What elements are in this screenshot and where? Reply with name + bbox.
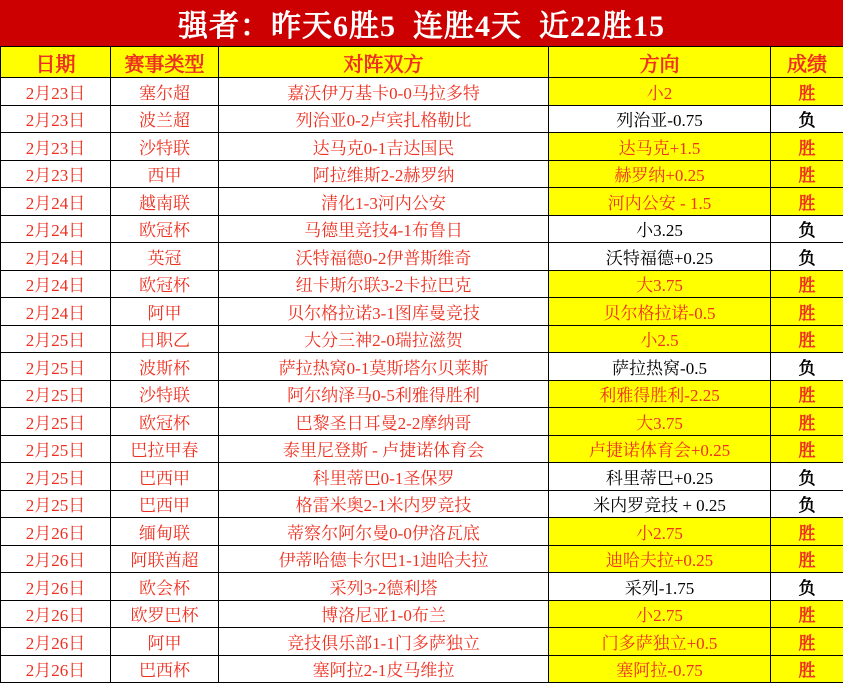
league-cell: 欧冠杯 (111, 408, 219, 436)
table-row (1, 408, 843, 436)
result-cell: 胜 (771, 545, 843, 573)
result-cell: 负 (771, 463, 843, 491)
date-cell: 2月26日 (1, 628, 111, 656)
direction-cell: 门多萨独立+0.5 (549, 628, 771, 656)
result-cell: 胜 (771, 435, 843, 463)
direction-cell: 萨拉热窝-0.5 (549, 353, 771, 381)
direction-cell: 沃特福德+0.25 (549, 243, 771, 271)
league-cell: 欧冠杯 (111, 270, 219, 298)
direction-cell: 塞阿拉-0.75 (549, 655, 771, 683)
date-cell: 2月24日 (1, 215, 111, 243)
direction-cell: 卢捷诺体育会+0.25 (549, 435, 771, 463)
date-cell: 2月25日 (1, 435, 111, 463)
match-cell: 大分三神2-0瑞拉滋贺 (219, 325, 549, 353)
date-cell: 2月23日 (1, 133, 111, 161)
result-cell: 胜 (771, 188, 843, 216)
match-cell: 阿尔纳泽马0-5利雅得胜利 (219, 380, 549, 408)
table-row (1, 628, 843, 656)
date-cell: 2月23日 (1, 160, 111, 188)
date-cell: 2月26日 (1, 573, 111, 601)
date-cell: 2月26日 (1, 655, 111, 683)
league-cell: 阿甲 (111, 298, 219, 326)
date-cell: 2月24日 (1, 188, 111, 216)
date-cell: 2月23日 (1, 78, 111, 106)
direction-cell: 小2.75 (549, 600, 771, 628)
result-cell: 胜 (771, 78, 843, 106)
title-banner (0, 0, 843, 46)
table-row (1, 463, 843, 491)
direction-cell: 大3.75 (549, 270, 771, 298)
direction-cell: 科里蒂巴+0.25 (549, 463, 771, 491)
column-header-match: 对阵双方 (219, 47, 549, 78)
table-row (1, 490, 843, 518)
result-cell: 负 (771, 215, 843, 243)
league-cell: 巴拉甲春 (111, 435, 219, 463)
league-cell: 波斯杯 (111, 353, 219, 381)
column-header-date: 日期 (1, 47, 111, 78)
result-cell: 负 (771, 353, 843, 381)
match-cell: 清化1-3河内公安 (219, 188, 549, 216)
match-cell: 阿拉维斯2-2赫罗纳 (219, 160, 549, 188)
date-cell: 2月25日 (1, 408, 111, 436)
table-row (1, 353, 843, 381)
match-cell: 泰里尼登斯 - 卢捷诺体育会 (219, 435, 549, 463)
direction-cell: 利雅得胜利-2.25 (549, 380, 771, 408)
league-cell: 阿甲 (111, 628, 219, 656)
result-cell: 胜 (771, 325, 843, 353)
table-row (1, 105, 843, 133)
league-cell: 阿联酋超 (111, 545, 219, 573)
table-row (1, 78, 843, 106)
result-cell: 负 (771, 243, 843, 271)
result-cell: 胜 (771, 298, 843, 326)
date-cell: 2月25日 (1, 353, 111, 381)
table-row (1, 243, 843, 271)
result-cell: 胜 (771, 380, 843, 408)
league-cell: 巴西甲 (111, 490, 219, 518)
table-row (1, 573, 843, 601)
header-row (1, 47, 843, 78)
league-cell: 越南联 (111, 188, 219, 216)
result-cell: 胜 (771, 408, 843, 436)
direction-cell: 河内公安 - 1.5 (549, 188, 771, 216)
direction-cell: 列治亚-0.75 (549, 105, 771, 133)
result-cell: 胜 (771, 600, 843, 628)
table-row (1, 298, 843, 326)
results-table (0, 46, 843, 683)
match-cell: 伊蒂哈德卡尔巴1-1迪哈夫拉 (219, 545, 549, 573)
title-text: 强者：昨天6胜5 连胜4天 近22胜15 (178, 10, 665, 43)
result-cell: 胜 (771, 270, 843, 298)
table-row (1, 188, 843, 216)
result-cell: 负 (771, 105, 843, 133)
match-cell: 贝尔格拉诺3-1图库曼竞技 (219, 298, 549, 326)
table-body (1, 78, 843, 683)
table-row (1, 600, 843, 628)
match-cell: 马德里竞技4-1布鲁日 (219, 215, 549, 243)
date-cell: 2月26日 (1, 600, 111, 628)
table-row (1, 133, 843, 161)
date-cell: 2月25日 (1, 490, 111, 518)
league-cell: 欧会杯 (111, 573, 219, 601)
date-cell: 2月26日 (1, 518, 111, 546)
league-cell: 欧冠杯 (111, 215, 219, 243)
league-cell: 巴西杯 (111, 655, 219, 683)
match-cell: 蒂察尔阿尔曼0-0伊洛瓦底 (219, 518, 549, 546)
direction-cell: 达马克+1.5 (549, 133, 771, 161)
result-cell: 胜 (771, 628, 843, 656)
table-row (1, 518, 843, 546)
direction-cell: 小2.75 (549, 518, 771, 546)
table-row (1, 215, 843, 243)
date-cell: 2月25日 (1, 463, 111, 491)
league-cell: 沙特联 (111, 380, 219, 408)
match-cell: 格雷米奥2-1米内罗竞技 (219, 490, 549, 518)
direction-cell: 小2.5 (549, 325, 771, 353)
direction-cell: 大3.75 (549, 408, 771, 436)
table-row (1, 160, 843, 188)
league-cell: 巴西甲 (111, 463, 219, 491)
date-cell: 2月24日 (1, 270, 111, 298)
match-cell: 萨拉热窝0-1莫斯塔尔贝莱斯 (219, 353, 549, 381)
table-row (1, 435, 843, 463)
direction-cell: 米内罗竞技 + 0.25 (549, 490, 771, 518)
direction-cell: 迪哈夫拉+0.25 (549, 545, 771, 573)
league-cell: 日职乙 (111, 325, 219, 353)
league-cell: 波兰超 (111, 105, 219, 133)
table-row (1, 655, 843, 683)
league-cell: 塞尔超 (111, 78, 219, 106)
match-cell: 采列3-2德利塔 (219, 573, 549, 601)
league-cell: 英冠 (111, 243, 219, 271)
direction-cell: 赫罗纳+0.25 (549, 160, 771, 188)
match-cell: 列治亚0-2卢宾扎格勒比 (219, 105, 549, 133)
match-cell: 塞阿拉2-1皮马维拉 (219, 655, 549, 683)
match-cell: 博洛尼亚1-0布兰 (219, 600, 549, 628)
direction-cell: 小3.25 (549, 215, 771, 243)
date-cell: 2月24日 (1, 243, 111, 271)
result-cell: 胜 (771, 518, 843, 546)
table-row (1, 545, 843, 573)
table-row (1, 270, 843, 298)
result-cell: 胜 (771, 133, 843, 161)
direction-cell: 小2 (549, 78, 771, 106)
result-cell: 胜 (771, 655, 843, 683)
match-cell: 达马克0-1吉达国民 (219, 133, 549, 161)
league-cell: 沙特联 (111, 133, 219, 161)
date-cell: 2月25日 (1, 380, 111, 408)
column-header-direction: 方向 (549, 47, 771, 78)
table-row (1, 325, 843, 353)
date-cell: 2月23日 (1, 105, 111, 133)
result-cell: 负 (771, 490, 843, 518)
match-cell: 巴黎圣日耳曼2-2摩纳哥 (219, 408, 549, 436)
direction-cell: 采列-1.75 (549, 573, 771, 601)
column-header-league: 赛事类型 (111, 47, 219, 78)
date-cell: 2月26日 (1, 545, 111, 573)
league-cell: 缅甸联 (111, 518, 219, 546)
table-row (1, 380, 843, 408)
league-cell: 西甲 (111, 160, 219, 188)
match-cell: 沃特福德0-2伊普斯维奇 (219, 243, 549, 271)
direction-cell: 贝尔格拉诺-0.5 (549, 298, 771, 326)
match-cell: 纽卡斯尔联3-2卡拉巴克 (219, 270, 549, 298)
result-cell: 负 (771, 573, 843, 601)
league-cell: 欧罗巴杯 (111, 600, 219, 628)
result-cell: 胜 (771, 160, 843, 188)
match-cell: 嘉沃伊万基卡0-0马拉多特 (219, 78, 549, 106)
match-cell: 科里蒂巴0-1圣保罗 (219, 463, 549, 491)
date-cell: 2月25日 (1, 325, 111, 353)
column-header-result: 成绩 (771, 47, 843, 78)
match-cell: 竞技俱乐部1-1门多萨独立 (219, 628, 549, 656)
date-cell: 2月24日 (1, 298, 111, 326)
